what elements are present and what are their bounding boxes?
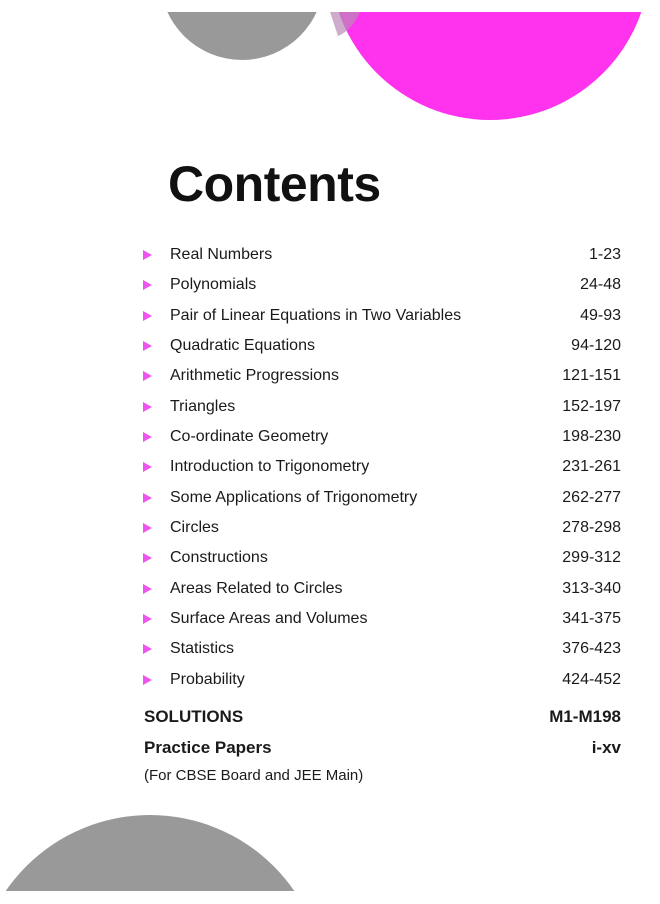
list-item [140,513,621,543]
page-range: 341-375 [562,610,621,628]
bullet-arrow-icon [143,614,152,624]
chapter-title: Probability [170,670,245,688]
chapter-title: Pair of Linear Equations in Two Variables [170,306,462,324]
bullet-arrow-icon [143,523,152,533]
page-range: 94-120 [571,337,621,355]
bullet-arrow-icon [143,553,152,563]
bullet-arrow-icon [143,371,152,381]
page-range: 313-340 [562,579,621,597]
chapter-title: Real Numbers [170,246,273,263]
chapter-title: Surface Areas and Volumes [170,610,368,628]
bullet-arrow-icon [143,341,152,351]
list-item [140,665,621,695]
page-range: 24-48 [580,276,621,294]
chapter-title: Arithmetic Progressions [170,367,339,385]
bullet-arrow-icon [143,432,152,442]
bullet-arrow-icon [143,462,152,472]
bullet-arrow-icon [143,402,152,412]
bullet-arrow-icon [143,675,152,685]
list-item [140,483,621,513]
page-range: 299-312 [562,549,621,567]
page-range: 198-230 [562,428,621,446]
page-range: 231-261 [562,458,621,476]
page-title: Contents [168,156,381,212]
grey-circle-bottom [0,815,325,904]
page-range: 376-423 [562,640,621,658]
practice-papers-row [144,737,621,759]
solutions-page-range: M1-M198 [549,707,621,726]
bullet-arrow-icon [143,644,152,654]
page-range: 49-93 [580,306,621,324]
chapter-title: Circles [170,519,219,537]
chapter-title: Introduction to Trigonometry [170,458,370,476]
list-item [140,634,621,664]
bullet-arrow-icon [143,311,152,321]
list-item [140,543,621,573]
page-range: 152-197 [562,397,621,415]
practice-papers-page-range: i-xv [591,738,621,757]
solutions-row [144,706,621,728]
chapter-title: Polynomials [170,276,257,294]
bullet-arrow-icon [143,584,152,594]
grey-circle-top [160,0,324,60]
list-item [140,270,621,300]
chapter-title: Some Applications of Trigonometry [170,488,418,506]
practice-papers-label: Practice Papers [144,738,272,757]
bullet-arrow-icon [143,280,152,290]
list-item [140,301,621,331]
chapter-title: Constructions [170,549,268,567]
list-item [140,331,621,361]
list-item [140,392,621,422]
bullet-arrow-icon [143,250,152,260]
bullet-arrow-icon [143,493,152,503]
chapter-title: Co-ordinate Geometry [170,428,329,446]
page-range: 262-277 [562,488,621,506]
list-item [140,604,621,634]
page-range: 424-452 [562,670,621,688]
practice-papers-note: (For CBSE Board and JEE Main) [144,767,364,784]
solutions-label: SOLUTIONS [144,707,244,726]
magenta-circle-top [330,0,650,120]
contents-list [140,240,621,695]
page-range: 121-151 [562,367,621,385]
list-item [140,240,621,270]
chapter-title: Areas Related to Circles [170,579,343,597]
chapter-title: Statistics [170,640,235,658]
list-item [140,574,621,604]
page-range: 1-23 [588,246,621,263]
chapter-title: Triangles [170,397,236,415]
chapter-title: Quadratic Equations [170,337,315,355]
page-range: 278-298 [562,519,621,537]
list-item [140,361,621,391]
list-item [140,422,621,452]
list-item [140,452,621,482]
